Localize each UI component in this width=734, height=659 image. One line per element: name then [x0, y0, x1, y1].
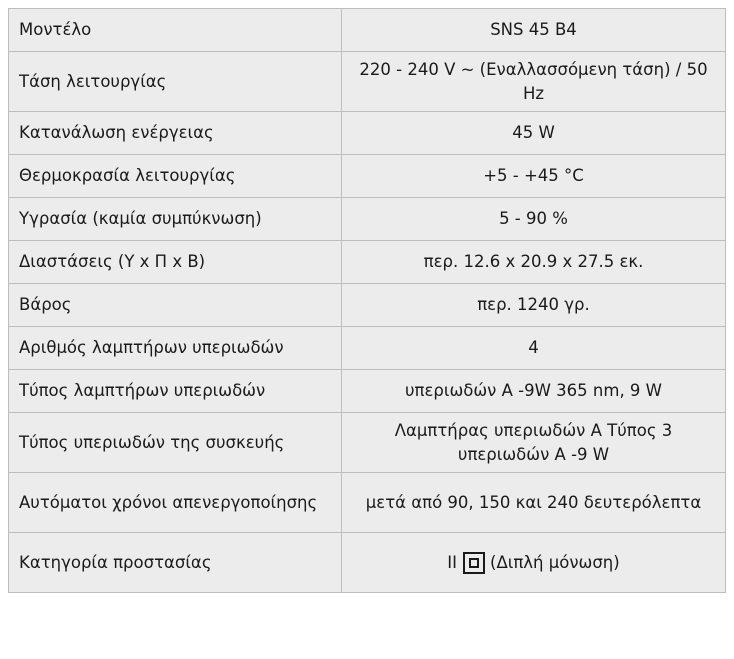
- spec-label-dimensions: Διαστάσεις (Y x Π x Β): [9, 241, 342, 284]
- protection-class-ii-icon: [463, 552, 485, 574]
- spec-label-temperature: Θερμοκρασία λειτουργίας: [9, 155, 342, 198]
- spec-label-protection-class: Κατηγορία προστασίας: [9, 533, 342, 593]
- spec-value-humidity: 5 - 90 %: [342, 198, 726, 241]
- spec-label-auto-off: Αυτόματοι χρόνοι απενεργοποίησης: [9, 473, 342, 533]
- protection-class-suffix: (Διπλή μόνωση): [490, 552, 620, 572]
- spec-value-lamp-type: υπεριωδών A -9W 365 nm, 9 W: [342, 370, 726, 413]
- protection-class-prefix: II: [447, 552, 458, 572]
- spec-value-temperature: +5 - +45 °C: [342, 155, 726, 198]
- table-row: [9, 370, 726, 413]
- spec-value-protection-class: [342, 533, 726, 593]
- spec-label-lamp-type: Τύπος λαμπτήρων υπεριωδών: [9, 370, 342, 413]
- spec-label-power: Κατανάλωση ενέργειας: [9, 112, 342, 155]
- table-row: [9, 413, 726, 473]
- specifications-table: [8, 8, 726, 593]
- table-row: [9, 9, 726, 52]
- table-row: [9, 284, 726, 327]
- spec-value-power: 45 W: [342, 112, 726, 155]
- spec-value-model: SNS 45 B4: [342, 9, 726, 52]
- spec-label-humidity: Υγρασία (καμία συμπύκνωση): [9, 198, 342, 241]
- table-row: [9, 241, 726, 284]
- table-row: [9, 473, 726, 533]
- spec-value-device-uv-type: Λαμπτήρας υπεριωδών A Τύπος 3 υπεριωδών A -9 W: [342, 413, 726, 473]
- spec-value-voltage: 220 - 240 V ~ (Εναλλασσόμενη τάση) / 50 Hz: [342, 52, 726, 112]
- spec-value-lamp-count: 4: [342, 327, 726, 370]
- table-row: [9, 52, 726, 112]
- table-row: [9, 112, 726, 155]
- spec-value-dimensions: περ. 12.6 x 20.9 x 27.5 εκ.: [342, 241, 726, 284]
- table-row: [9, 533, 726, 593]
- spec-label-voltage: Τάση λειτουργίας: [9, 52, 342, 112]
- spec-label-weight: Βάρος: [9, 284, 342, 327]
- spec-label-lamp-count: Αριθμός λαμπτήρων υπεριωδών: [9, 327, 342, 370]
- spec-label-device-uv-type: Τύπος υπεριωδών της συσκευής: [9, 413, 342, 473]
- table-row: [9, 327, 726, 370]
- spec-value-weight: περ. 1240 γρ.: [342, 284, 726, 327]
- spec-value-auto-off: μετά από 90, 150 και 240 δευτερόλεπτα: [342, 473, 726, 533]
- table-row: [9, 198, 726, 241]
- spec-label-model: Μοντέλο: [9, 9, 342, 52]
- table-row: [9, 155, 726, 198]
